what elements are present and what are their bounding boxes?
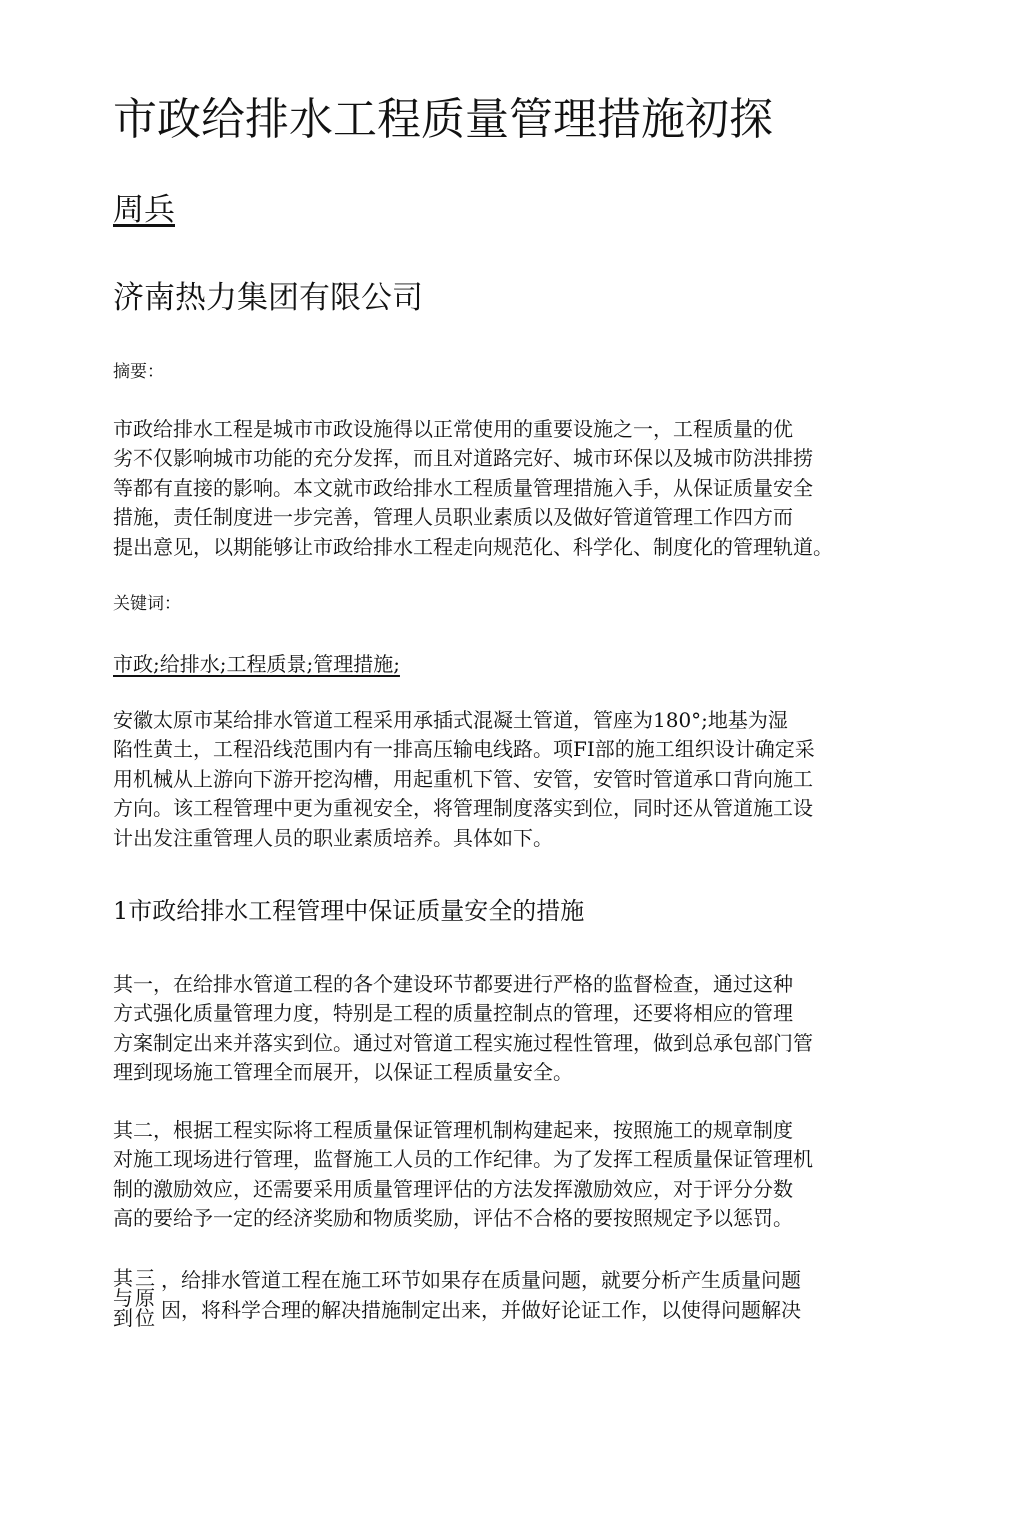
abstract-line: 提出意见，以期能够让市政给排水工程走向规范化、科学化、制度化的管理轨道。 xyxy=(113,534,833,559)
paragraph-line: 其二，根据工程实际将工程质量保证管理机制构建起来，按照施工的规章制度 xyxy=(113,1118,793,1142)
intro-line: 用机械从上游向下游开挖沟槽，用起重机下管、安管，安管时管道承口背向施工 xyxy=(113,766,813,791)
intro-line: 陷性黄土，工程沿线范围内有一排高压输电线路。项FI部的施工组织设计确定采 xyxy=(113,737,815,762)
keywords-list: 市政;给排水;工程质景;管理措施; xyxy=(113,652,400,676)
abstract-line: 市政给排水工程是城市市政设施得以正常使用的重要设施之一，工程质量的优 xyxy=(113,417,793,441)
glyph: 三 xyxy=(135,1266,155,1290)
intro-line: 安徽太原市某给排水管道工程采用承插式混凝土管道，管座为180°;地基为湿 xyxy=(113,708,788,732)
intro-line: 方向。该工程管理中更为重视安全，将管理制度落实到位，同时还从管道施工设 xyxy=(113,796,813,821)
author-affiliation: 济南热力集团有限公司 xyxy=(113,280,423,316)
body-paragraph-1 xyxy=(113,970,893,1088)
paragraph-line: 方案制定出来并落实到位。通过对管道工程实施过程性管理，做到总承包部门管 xyxy=(113,1030,813,1055)
paragraph-line: 理到现场施工管理全而展开，以保证工程质量安全。 xyxy=(113,1060,573,1085)
glyph: 到 xyxy=(113,1306,133,1330)
intro-line: 计出发注重管理人员的职业素质培养。具体如下。 xyxy=(113,825,553,850)
body-paragraph-3 xyxy=(113,1266,893,1336)
intro-paragraph xyxy=(113,706,893,853)
overlapping-glyph-column xyxy=(113,1266,133,1330)
paragraph-line: 制的激励效应，还需要采用质量管理评估的方法发挥激励效应，对于评分分数 xyxy=(113,1176,793,1201)
section-heading: 1市政给排水工程管理中保证质量安全的措施 xyxy=(113,897,585,925)
author-name: 周兵 xyxy=(113,192,175,228)
abstract-line: 劣不仅影响城市功能的充分发挥，而且对道路完好、城市环保以及城市防洪排捞 xyxy=(113,446,813,471)
paragraph-line: 因，将科学合理的解决措施制定出来，并做好论证工作，以使得问题解决 xyxy=(161,1298,801,1322)
abstract-line: 措施，责任制度进一步完善，管理人员职业素质以及做好管道管理工作四方而 xyxy=(113,505,793,530)
glyph: 其 xyxy=(113,1266,133,1290)
paragraph-line: 高的要给予一定的经济奖励和物质奖励，评估不合格的要按照规定予以惩罚。 xyxy=(113,1206,793,1231)
paragraph-line: 方式强化质量管理力度，特别是工程的质量控制点的管理，还要将相应的管理 xyxy=(113,1001,793,1026)
abstract-paragraph xyxy=(113,415,893,562)
document-title: 市政给排水工程质量管理措施初探 xyxy=(113,94,773,145)
overlapping-glyph-column xyxy=(135,1268,155,1328)
paragraph-line: ，给排水管道工程在施工环节如果存在质量问题，就要分析产生质量问题 xyxy=(161,1268,801,1292)
glyph: 位 xyxy=(135,1306,155,1330)
body-paragraph-2 xyxy=(113,1116,893,1234)
glyph: 原 xyxy=(135,1286,155,1310)
paragraph-line: 对施工现场进行管理，监督施工人员的工作纪律。为了发挥工程质量保证管理机 xyxy=(113,1147,813,1172)
glyph: 与 xyxy=(113,1286,133,1310)
keywords-label: 关键词： xyxy=(113,594,181,614)
abstract-line: 等都有直接的影响。本文就市政给排水工程质量管理措施入手，从保证质量安全 xyxy=(113,475,813,500)
paragraph-line: 其一，在给排水管道工程的各个建设环节都要进行严格的监督检查，通过这种 xyxy=(113,972,793,996)
abstract-label: 摘要： xyxy=(113,362,164,382)
